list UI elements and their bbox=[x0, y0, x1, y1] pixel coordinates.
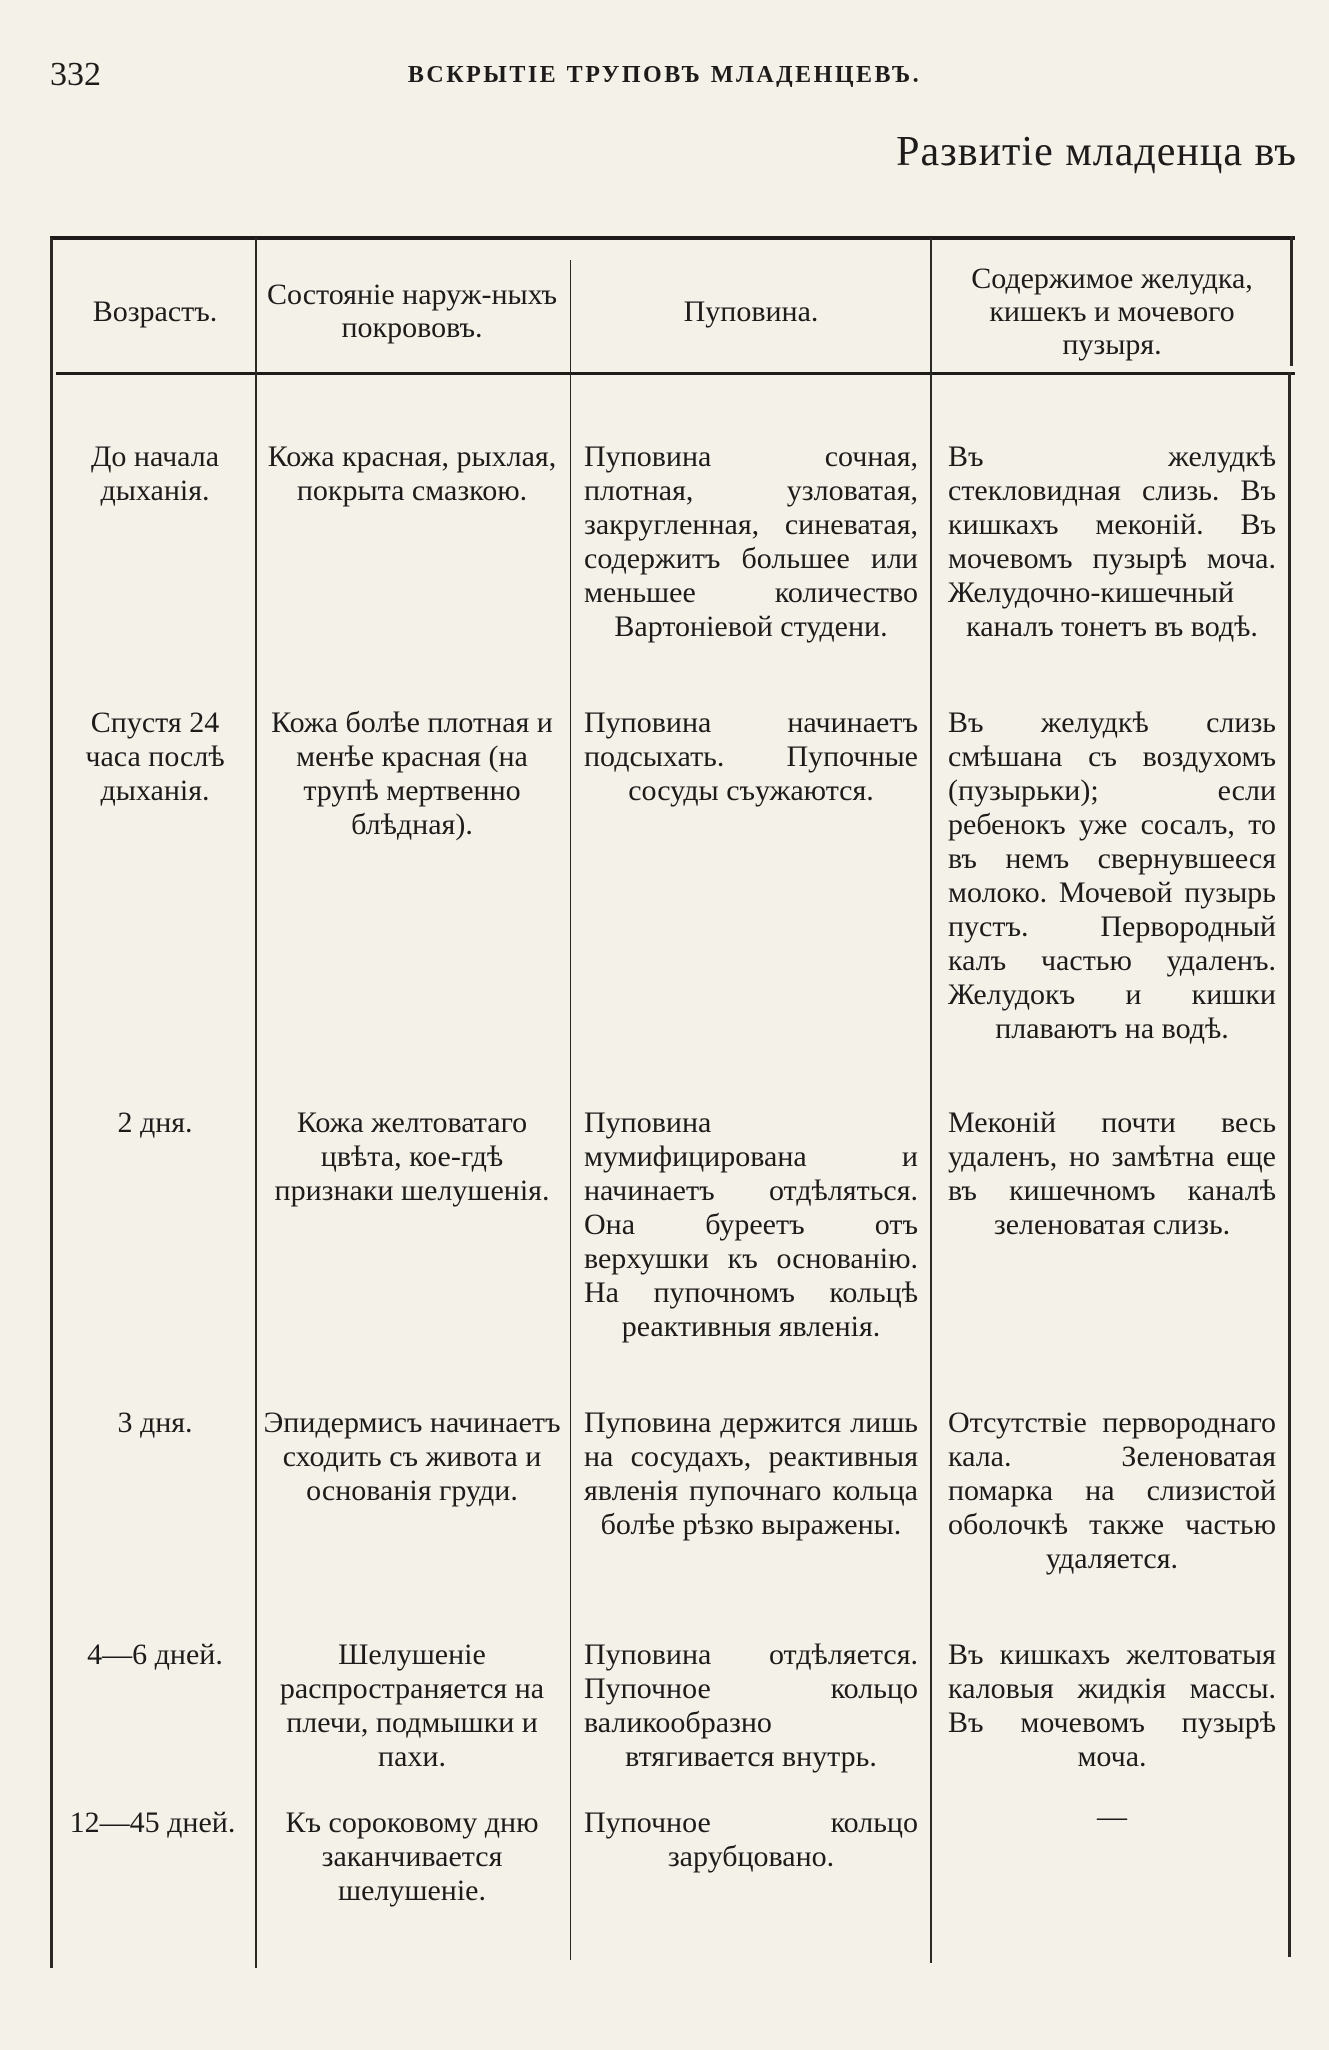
row-skin: Къ сороковому дню заканчивается шелушеніе. bbox=[285, 1806, 539, 1907]
table-top-rule bbox=[50, 236, 1295, 240]
row-skin: Кожа желтоватаго цвѣта, кое-гдѣ признаки шелушенія. bbox=[274, 1106, 550, 1207]
table-right-border bbox=[1288, 372, 1291, 1957]
row-age: 4—6 дней. bbox=[87, 1638, 223, 1671]
header-age: Возрастъ. bbox=[92, 294, 218, 328]
row-age: 12—45 дней. bbox=[69, 1806, 236, 1839]
row-contents: Въ желудкѣ стекловидная слизь. Въ кишкахъ меконій. Въ мочевомъ пузырѣ моча. Желудочно-кишечный каналъ тонетъ въ водѣ. bbox=[948, 440, 1276, 643]
row-skin: Кожа болѣе плотная и менѣе красная (на трупѣ мертвенно блѣдная). bbox=[271, 706, 553, 841]
table-right-border bbox=[1290, 236, 1293, 366]
running-head: ВСКРЫТІЕ ТРУПОВЪ МЛАДЕНЦЕВЪ. bbox=[407, 62, 922, 88]
header-bottom-rule bbox=[56, 372, 1295, 375]
row-contents: — bbox=[1097, 1800, 1127, 1833]
row-age: Спустя 24 часа послѣ дыханія. bbox=[85, 706, 225, 807]
row-cord: Пуповина держится лишь на сосудахъ, реактивныя явленія пупочнаго кольца болѣе рѣзко выражены. bbox=[584, 1406, 918, 1541]
row-contents: Въ желудкѣ слизь смѣшана съ воздухомъ (пузырьки); если ребенокъ уже сосалъ, то въ немъ свернувшееся молоко. Мочевой пузырь пустъ. Первородный калъ частью удаленъ. Желудокъ и кишки плаваютъ на водѣ. bbox=[948, 706, 1276, 1045]
header-contents: Содержимое желудка, кишекъ и мочевого пузыря. bbox=[971, 261, 1253, 361]
row-cord: Пуповина мумифицирована и начинаетъ отдѣляться. Она буреетъ отъ верхушки къ основанію. На пупочномъ кольцѣ реактивныя явленія. bbox=[584, 1106, 918, 1343]
page-number: 332 bbox=[50, 56, 101, 93]
row-age: 3 дня. bbox=[117, 1406, 193, 1439]
row-contents: Отсутствіе первороднаго кала. Зеленоватая помарка на слизистой оболочкѣ также частью удаляется. bbox=[948, 1406, 1276, 1575]
column-divider bbox=[930, 238, 932, 1963]
table-title: Развитіе младенца въ bbox=[896, 129, 1297, 175]
row-skin: Кожа красная, рыхлая, покрыта смазкою. bbox=[267, 440, 557, 507]
table-left-border bbox=[50, 238, 53, 1968]
row-skin: Шелушеніе распространяется на плечи, подмышки и пахи. bbox=[279, 1638, 545, 1773]
row-contents: Въ кишкахъ желтоватыя каловыя жидкія массы. Въ мочевомъ пузырѣ моча. bbox=[948, 1638, 1276, 1773]
row-age: До начала дыханія. bbox=[90, 440, 220, 507]
row-age: 2 дня. bbox=[117, 1106, 193, 1139]
row-skin: Эпидермисъ начинаетъ сходить съ живота и основанія груди. bbox=[263, 1406, 561, 1507]
header-cord: Пуповина. bbox=[683, 294, 819, 328]
row-contents: Меконій почти весь удаленъ, но замѣтна еще въ кишечномъ каналѣ зеленоватая слизь. bbox=[948, 1106, 1276, 1241]
row-cord: Пупочное кольцо зарубцовано. bbox=[584, 1806, 918, 1873]
row-cord: Пуповина сочная, плотная, узловатая, закругленная, синеватая, содержитъ большее или меньшее количество Вартоніевой студени. bbox=[584, 440, 918, 643]
column-divider bbox=[255, 238, 257, 1968]
row-cord: Пуповина начинаетъ подсыхать. Пупочные сосуды съужаются. bbox=[584, 706, 918, 807]
row-cord: Пуповина отдѣляется. Пупочное кольцо валикообразно втягивается внутрь. bbox=[584, 1638, 918, 1773]
header-skin: Состояніе наруж-ныхъ покрововъ. bbox=[266, 278, 558, 344]
column-divider bbox=[570, 260, 571, 1960]
